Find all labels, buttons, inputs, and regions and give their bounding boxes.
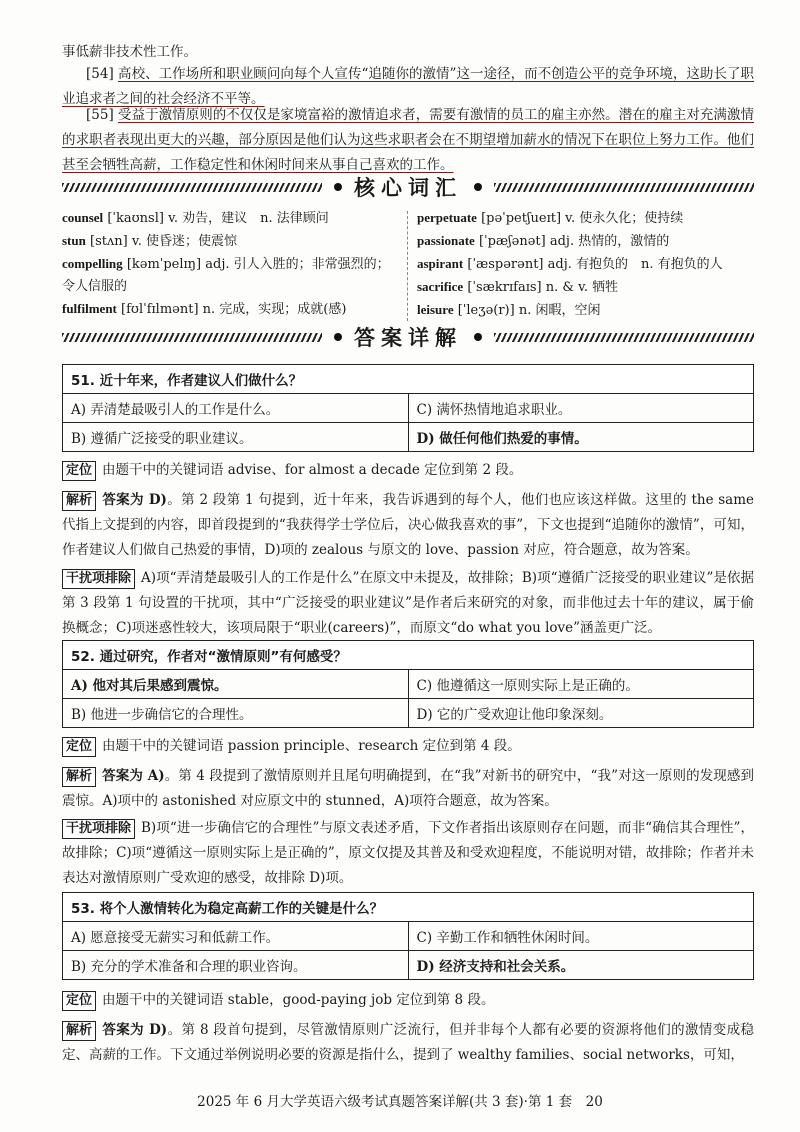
locate-text: 由题干中的关键词语 stable，good-paying job 定位到第 8 段。 <box>102 992 495 1008</box>
vocab-phonetic: [ˈleʒə(r)] <box>457 303 515 318</box>
hatch-decoration <box>494 333 754 342</box>
vocab-entry <box>417 230 757 253</box>
hatch-decoration <box>494 183 754 192</box>
vocab-definition: v. 使永久化；使持续 <box>565 211 684 226</box>
bullet-dot <box>474 183 482 191</box>
vocab-word: sacrifice <box>417 279 464 294</box>
answer-section-title: 答案详解 <box>354 326 462 350</box>
analysis-label: 解析 <box>62 491 96 511</box>
question-51-table <box>62 364 754 452</box>
locate-label: 定位 <box>62 737 96 757</box>
question-stem: 51. 近十年来，作者建议人们做什么？ <box>63 365 754 394</box>
locate-label: 定位 <box>62 991 96 1011</box>
locate-text: 由题干中的关键词语 advise、for almost a decade 定位到第 2 段。 <box>102 462 523 478</box>
vocab-phonetic: [fʊlˈfɪlmənt] <box>121 302 199 317</box>
locate-text: 由题干中的关键词语 passion principle、research 定位到第 4 段。 <box>102 738 521 754</box>
option-a: A) 弄清楚最吸引人的工作是什么。 <box>63 394 409 423</box>
vocab-entry <box>417 276 757 299</box>
vocab-word: passionate <box>417 233 475 248</box>
vocab-column-right <box>417 207 757 322</box>
paragraph-text: 高校、工作场所和职业顾问向每个人宣传“追随你的激情”这一途径，而不创造公平的竞争环境，这助长了职业追求者之间的社会经济不平等。 <box>62 66 754 107</box>
option-d-correct: D) 经济支持和社会关系。 <box>408 951 754 980</box>
option-d-correct: D) 做任何他们热爱的事情。 <box>408 423 754 452</box>
continuation-text: 事低薪非技术性工作。 <box>62 44 197 60</box>
locate-52 <box>62 734 754 759</box>
vocab-phonetic: [ˈsækrɪfaɪs] <box>467 280 542 295</box>
analysis-label: 解析 <box>62 767 96 787</box>
answer-text: 答案为 D) <box>102 1022 168 1038</box>
vocab-word: fulfilment <box>62 301 117 316</box>
vocab-definition: n. & v. 牺牲 <box>545 280 619 295</box>
vocab-section-title: 核心词汇 <box>354 176 462 200</box>
distractor-51 <box>62 566 754 641</box>
vocab-banner <box>62 172 754 202</box>
vocab-word: counsel <box>62 210 104 225</box>
vocab-word: perpetuate <box>417 210 477 225</box>
vocab-phonetic: [ˈpæʃənət] <box>478 234 546 249</box>
vocab-entry <box>62 298 397 321</box>
locate-51 <box>62 458 754 483</box>
option-d: D) 它的广受欢迎让他印象深刻。 <box>408 699 754 728</box>
question-53-table <box>62 892 754 980</box>
hatch-decoration <box>62 333 322 342</box>
vocab-definition: adj. 有抱负的 n. 有抱负的人 <box>547 257 723 272</box>
bullet-dot <box>334 333 342 341</box>
option-a-correct: A) 他对其后果感到震惊。 <box>63 670 409 699</box>
paragraph-text: 受益于激情原则的不仅仅是家境富裕的激情追求者，需要有激情的员工的雇主亦然。潜在的雇主对充满激情的求职者表现出更大的兴趣，部分原因是他们认为这些求职者会在不期望增加薪水的情况下在职位上努力工作。他们甚至会牺牲高薪，工作稳定性和休闲时间来从事自己喜欢的工作。 <box>62 107 754 173</box>
vocab-phonetic: [kəmˈpelɪŋ] <box>126 257 202 272</box>
vocab-word: compelling <box>62 256 123 271</box>
vocab-divider <box>407 211 408 321</box>
locate-53 <box>62 988 754 1013</box>
vocab-phonetic: [pəˈpetʃueɪt] <box>481 211 562 226</box>
distractor-text: A)项“弄清楚最吸引人的工作是什么”在原文中未提及，故排除；B)项“遵循广泛接受的职业建议”是依据第 3 段第 1 句设置的干扰项，其中“广泛接受的职业建议”是作者后来研究的对象，而非他过去十年的建议，属于偷换概念；C)项迷惑性较大，该项局限于“职业(careers)”，而原文“do what you love”涵盖更广泛。 <box>62 570 754 636</box>
analysis-53 <box>62 1018 754 1068</box>
bullet-dot <box>474 333 482 341</box>
question-52-table <box>62 640 754 728</box>
option-c: C) 满怀热情地追求职业。 <box>408 394 754 423</box>
option-b: B) 遵循广泛接受的职业建议。 <box>63 423 409 452</box>
option-b: B) 他进一步确信它的合理性。 <box>63 699 409 728</box>
page-footer: 2025 年 6 月大学英语六级考试真题答案详解(共 3 套)·第 1 套 20 <box>197 1094 603 1110</box>
paragraph-55 <box>62 103 754 178</box>
hatch-decoration <box>62 183 322 192</box>
distractor-label: 干扰项排除 <box>62 569 135 589</box>
vocab-word: leisure <box>417 302 454 317</box>
analysis-52 <box>62 764 754 814</box>
vocab-entry <box>62 230 397 253</box>
paragraph-number: [54] <box>86 66 114 82</box>
vocab-word: stun <box>62 233 86 248</box>
option-b: B) 充分的学术准备和合理的职业咨询。 <box>63 951 409 980</box>
vocab-entry <box>417 207 757 230</box>
vocab-word: aspirant <box>417 256 464 271</box>
paragraph-number: [55] <box>86 107 114 123</box>
vocab-entry <box>62 207 397 230</box>
question-stem: 52. 通过研究，作者对“激情原则”有何感受？ <box>63 641 754 670</box>
vocab-phonetic: [stʌn] <box>90 234 128 249</box>
analysis-text: 。第 2 段第 1 句提到，近十年来，我告诉遇到的每个人，他们也应该这样做。这里的 the same 代指上文提到的内容，即首段提到的“我获得学士学位后，决心做我喜欢的事”，下文也提到“追随你的激情”，可知，作者建议人们做自己热爱的事情，D)项的 zealous 与原文的 love、passion 对应，符合题意，故为答案。 <box>62 492 754 558</box>
vocab-column-left <box>62 207 397 321</box>
distractor-text: B)项“进一步确信它的合理性”与原文表述矛盾，下文作者指出该原则存在问题，而非“确信其合理性”，故排除；C)项“遵循这一原则实际上是正确的”，原文仅提及其普及和受欢迎程度，不能说明对错，故排除；作者并未表达对激情原则广受欢迎的感受，故排除 D)项。 <box>62 820 754 886</box>
distractor-label: 干扰项排除 <box>62 819 135 839</box>
option-c: C) 辛勤工作和牺牲休闲时间。 <box>408 922 754 951</box>
analysis-label: 解析 <box>62 1021 96 1041</box>
vocab-definition: v. 劝告，建议 n. 法律顾问 <box>168 211 329 226</box>
vocab-phonetic: [ˈkaʊnsl] <box>107 211 164 226</box>
analysis-text: 。第 4 段提到了激情原则并且尾句明确提到，在“我”对新书的研究中，“我”对这一原则的发现感到震惊。A)项中的 astonished 对应原文中的 stunned，A)项符合题意，故为答案。 <box>62 768 755 809</box>
vocab-definition: adj. 热情的，激情的 <box>549 234 670 249</box>
vocab-definition: v. 使昏迷；使震惊 <box>131 234 237 249</box>
option-a: A) 愿意接受无薪实习和低薪工作。 <box>63 922 409 951</box>
locate-label: 定位 <box>62 461 96 481</box>
answer-text: 答案为 A) <box>102 768 165 784</box>
vocab-phonetic: [ˈæspərənt] <box>467 257 544 272</box>
bullet-dot <box>334 183 342 191</box>
vocab-entry <box>417 253 757 276</box>
vocab-definition: n. 闲暇，空闲 <box>518 303 601 318</box>
option-c: C) 他遵循这一原则实际上是正确的。 <box>408 670 754 699</box>
analysis-51 <box>62 488 754 563</box>
vocab-definition: adj. 引人入胜的；非常强烈的；令人信服的 <box>62 257 390 294</box>
answer-banner <box>62 322 754 352</box>
vocab-entry <box>417 299 757 322</box>
vocab-definition: n. 完成，实现；成就(感) <box>202 302 347 317</box>
answer-text: 答案为 D) <box>102 492 167 508</box>
analysis-text: 。第 8 段首句提到，尽管激情原则广泛流行，但并非每个人都有必要的资源将他们的激情变成稳定、高薪的工作。下文通过举例说明必要的资源是指什么，提到了 wealthy families、social networks，可知， <box>62 1022 754 1063</box>
distractor-52 <box>62 816 754 891</box>
vocab-entry <box>62 253 397 298</box>
question-stem: 53. 将个人激情转化为稳定高薪工作的关键是什么？ <box>63 893 754 922</box>
